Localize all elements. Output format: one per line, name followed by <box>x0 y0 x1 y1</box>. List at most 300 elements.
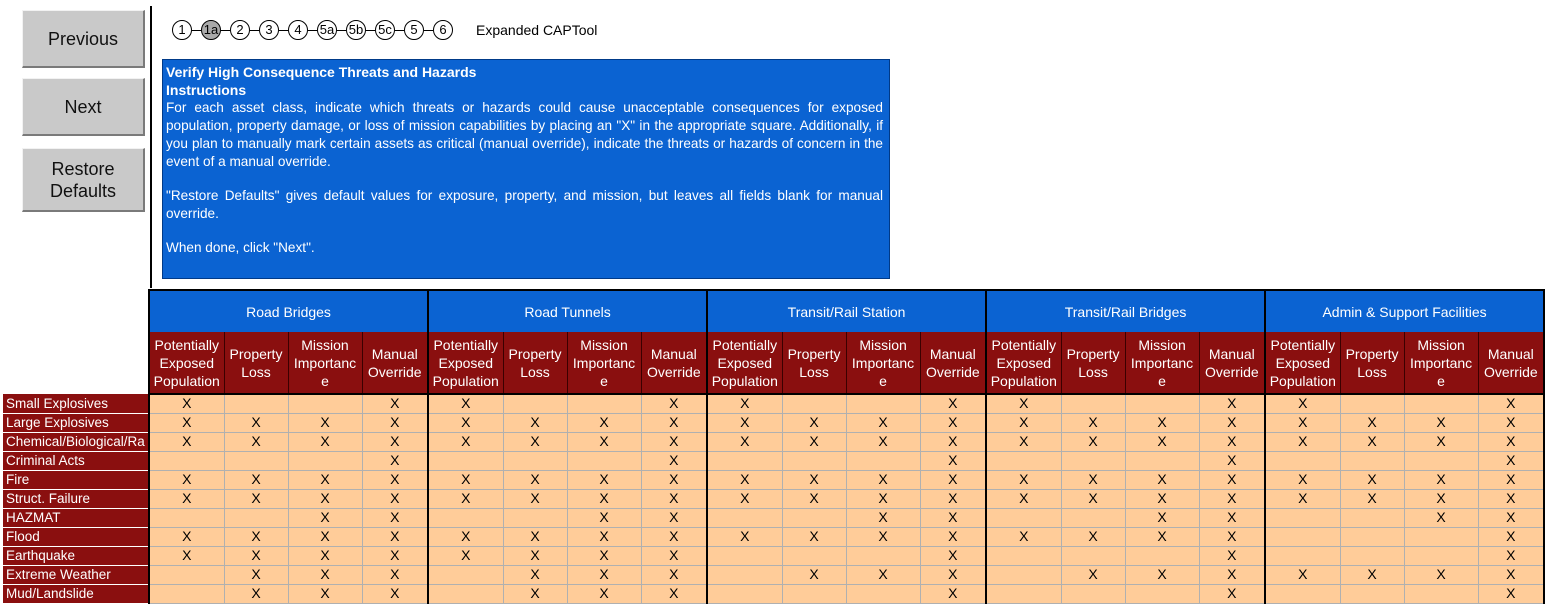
threat-cell[interactable] <box>149 565 224 584</box>
threat-cell[interactable] <box>1404 527 1478 546</box>
threat-cell[interactable]: X <box>920 565 986 584</box>
threat-cell[interactable]: X <box>1199 413 1265 432</box>
step-5b[interactable]: 5b <box>346 20 366 40</box>
threat-cell[interactable]: X <box>149 546 224 565</box>
threat-cell[interactable]: X <box>782 470 846 489</box>
threat-cell[interactable] <box>986 451 1061 470</box>
column-header: Mission Importanc e <box>288 332 362 394</box>
threat-cell[interactable]: X <box>641 527 707 546</box>
threat-cell[interactable] <box>1125 584 1199 603</box>
next-button[interactable]: Next <box>22 78 145 136</box>
threat-cell[interactable]: X <box>288 565 362 584</box>
threat-cell[interactable]: X <box>986 394 1061 413</box>
threat-cell[interactable]: X <box>920 470 986 489</box>
threat-label: HAZMAT <box>3 508 149 527</box>
threat-cell[interactable]: X <box>920 546 986 565</box>
threat-cell[interactable]: X <box>846 432 920 451</box>
threat-cell[interactable]: X <box>1125 527 1199 546</box>
instructions-title: Verify High Consequence Threats and Hazards <box>166 64 477 80</box>
asset-group-header: Road Bridges <box>149 290 428 332</box>
threat-cell[interactable]: X <box>1125 470 1199 489</box>
step-5a[interactable]: 5a <box>317 20 337 40</box>
threat-cell[interactable]: X <box>288 508 362 527</box>
tool-name: Expanded CAPTool <box>476 22 598 38</box>
threat-cell[interactable]: X <box>149 413 224 432</box>
threat-cell[interactable] <box>986 584 1061 603</box>
threat-cell[interactable]: X <box>362 584 428 603</box>
table-row <box>3 432 1544 451</box>
threat-cell[interactable]: X <box>288 413 362 432</box>
threat-cell[interactable]: X <box>567 546 641 565</box>
threat-cell[interactable]: X <box>707 470 782 489</box>
threat-cell[interactable]: X <box>428 546 503 565</box>
threat-cell[interactable]: X <box>986 432 1061 451</box>
threat-cell[interactable]: X <box>362 470 428 489</box>
threat-cell[interactable]: X <box>846 470 920 489</box>
step-4[interactable]: 4 <box>288 20 308 40</box>
threat-cell[interactable]: X <box>362 394 428 413</box>
table-row <box>3 584 1544 603</box>
threat-cell[interactable]: X <box>288 584 362 603</box>
threat-cell[interactable] <box>1061 508 1125 527</box>
threat-cell[interactable]: X <box>567 413 641 432</box>
threat-cell[interactable] <box>428 508 503 527</box>
threat-cell[interactable]: X <box>920 489 986 508</box>
table-row <box>3 527 1544 546</box>
threat-cell[interactable] <box>1061 451 1125 470</box>
table-corner-lower <box>3 332 149 394</box>
threat-cell[interactable]: X <box>1199 546 1265 565</box>
threat-cell[interactable]: X <box>567 470 641 489</box>
threat-cell[interactable]: X <box>503 527 567 546</box>
threat-cell[interactable]: X <box>149 432 224 451</box>
threat-cell[interactable]: X <box>1265 432 1340 451</box>
threat-cell[interactable]: X <box>362 508 428 527</box>
threat-cell[interactable]: X <box>567 489 641 508</box>
threat-cell[interactable]: X <box>1265 394 1340 413</box>
asset-group-header: Transit/Rail Station <box>707 290 986 332</box>
threat-label: Chemical/Biological/Ra <box>3 432 149 451</box>
threat-cell[interactable]: X <box>288 546 362 565</box>
threat-cell[interactable]: X <box>986 527 1061 546</box>
threat-label: Extreme Weather <box>3 565 149 584</box>
threat-cell[interactable]: X <box>224 413 288 432</box>
threat-cell[interactable]: X <box>641 432 707 451</box>
threat-cell[interactable]: X <box>641 394 707 413</box>
threat-cell[interactable]: X <box>846 489 920 508</box>
threat-label: Large Explosives <box>3 413 149 432</box>
threat-cell[interactable]: X <box>428 394 503 413</box>
threat-cell[interactable]: X <box>1061 527 1125 546</box>
threat-cell[interactable]: X <box>224 527 288 546</box>
step-connector <box>308 30 317 31</box>
threat-cell[interactable]: X <box>1478 432 1544 451</box>
threat-cell[interactable]: X <box>503 432 567 451</box>
previous-button[interactable]: Previous <box>22 10 145 68</box>
instructions-paragraph-2: "Restore Defaults" gives default values for exposure, property, and mission, but leaves all fields blank for manual override. <box>166 188 883 221</box>
threat-cell[interactable]: X <box>641 489 707 508</box>
threat-cell[interactable]: X <box>503 584 567 603</box>
threat-cell[interactable]: X <box>1340 489 1404 508</box>
threat-cell[interactable]: X <box>782 527 846 546</box>
threat-cell[interactable]: X <box>1340 413 1404 432</box>
threat-cell[interactable]: X <box>1478 584 1544 603</box>
threat-cell[interactable]: X <box>567 565 641 584</box>
threat-cell[interactable]: X <box>288 470 362 489</box>
threat-label: Struct. Failure <box>3 489 149 508</box>
threat-cell[interactable] <box>1340 451 1404 470</box>
threat-cell[interactable]: X <box>846 527 920 546</box>
threat-cell[interactable] <box>1125 546 1199 565</box>
threat-cell[interactable]: X <box>1340 565 1404 584</box>
threat-cell[interactable]: X <box>1125 432 1199 451</box>
threat-cell[interactable]: X <box>707 413 782 432</box>
threat-cell[interactable]: X <box>567 527 641 546</box>
column-header: Manual Override <box>1478 332 1544 394</box>
threat-cell[interactable] <box>707 546 782 565</box>
threat-cell[interactable]: X <box>1199 394 1265 413</box>
threat-cell[interactable] <box>1404 394 1478 413</box>
threat-cell[interactable]: X <box>503 565 567 584</box>
threat-cell[interactable] <box>782 451 846 470</box>
step-2[interactable]: 2 <box>230 20 250 40</box>
threat-cell[interactable] <box>1340 584 1404 603</box>
threat-cell[interactable]: X <box>1199 508 1265 527</box>
step-1a[interactable]: 1a <box>201 20 221 40</box>
threat-cell[interactable]: X <box>1199 451 1265 470</box>
threat-cell[interactable]: X <box>1199 432 1265 451</box>
threat-cell[interactable]: X <box>149 527 224 546</box>
threat-cell[interactable]: X <box>1404 432 1478 451</box>
threat-cell[interactable]: X <box>362 565 428 584</box>
threat-hazard-table <box>3 289 1545 604</box>
threat-cell[interactable] <box>1404 451 1478 470</box>
step-5[interactable]: 5 <box>404 20 424 40</box>
asset-group-header: Transit/Rail Bridges <box>986 290 1265 332</box>
threat-cell[interactable]: X <box>503 489 567 508</box>
threat-cell[interactable]: X <box>920 432 986 451</box>
threat-cell[interactable]: X <box>428 489 503 508</box>
step-5c[interactable]: 5c <box>375 20 395 40</box>
threat-cell[interactable]: X <box>920 527 986 546</box>
threat-cell[interactable] <box>782 508 846 527</box>
threat-label: Flood <box>3 527 149 546</box>
step-3[interactable]: 3 <box>259 20 279 40</box>
threat-cell[interactable]: X <box>920 584 986 603</box>
threat-cell[interactable]: X <box>362 432 428 451</box>
threat-cell[interactable]: X <box>224 565 288 584</box>
threat-cell[interactable]: X <box>1265 565 1340 584</box>
threat-cell[interactable]: X <box>707 527 782 546</box>
threat-cell[interactable] <box>1265 546 1340 565</box>
threat-cell[interactable]: X <box>1265 470 1340 489</box>
threat-cell[interactable]: X <box>567 508 641 527</box>
threat-cell[interactable]: X <box>641 546 707 565</box>
threat-cell[interactable]: X <box>1404 565 1478 584</box>
threat-cell[interactable] <box>428 565 503 584</box>
threat-cell[interactable] <box>503 394 567 413</box>
threat-cell[interactable]: X <box>362 527 428 546</box>
threat-cell[interactable] <box>567 394 641 413</box>
table-row <box>3 413 1544 432</box>
table-row <box>3 565 1544 584</box>
column-header: Property Loss <box>224 332 288 394</box>
threat-cell[interactable] <box>1404 546 1478 565</box>
threat-label: Mud/Landslide <box>3 584 149 603</box>
threat-cell[interactable] <box>707 565 782 584</box>
threat-cell[interactable]: X <box>1404 470 1478 489</box>
threat-cell[interactable]: X <box>1199 470 1265 489</box>
threat-cell[interactable]: X <box>1199 565 1265 584</box>
threat-cell[interactable]: X <box>224 584 288 603</box>
instructions-panel <box>162 59 890 279</box>
threat-cell[interactable]: X <box>1478 413 1544 432</box>
threat-cell[interactable]: X <box>986 413 1061 432</box>
threat-cell[interactable] <box>428 451 503 470</box>
threat-cell[interactable] <box>149 508 224 527</box>
threat-cell[interactable]: X <box>288 489 362 508</box>
threat-cell[interactable]: X <box>641 584 707 603</box>
threat-cell[interactable]: X <box>920 508 986 527</box>
threat-cell[interactable]: X <box>1404 413 1478 432</box>
threat-cell[interactable]: X <box>641 565 707 584</box>
threat-cell[interactable]: X <box>1125 508 1199 527</box>
step-connector <box>395 30 404 31</box>
threat-cell[interactable] <box>1340 394 1404 413</box>
threat-cell[interactable]: X <box>224 489 288 508</box>
threat-cell[interactable] <box>1125 451 1199 470</box>
threat-cell[interactable]: X <box>288 432 362 451</box>
threat-cell[interactable]: X <box>1125 565 1199 584</box>
step-connector <box>424 30 433 31</box>
column-header: Potentially Exposed Population <box>986 332 1061 394</box>
instructions-paragraph-3: When done, click "Next". <box>166 240 315 255</box>
threat-cell[interactable] <box>1340 508 1404 527</box>
table-row <box>3 394 1544 413</box>
threat-cell[interactable]: X <box>1478 394 1544 413</box>
threat-cell[interactable]: X <box>1478 527 1544 546</box>
threat-cell[interactable] <box>1061 394 1125 413</box>
threat-cell[interactable]: X <box>782 565 846 584</box>
threat-cell[interactable] <box>707 584 782 603</box>
column-header: Mission Importanc e <box>1404 332 1478 394</box>
threat-cell[interactable] <box>1340 546 1404 565</box>
asset-group-header: Admin & Support Facilities <box>1265 290 1544 332</box>
threat-cell[interactable]: X <box>641 451 707 470</box>
threat-cell[interactable]: X <box>1340 470 1404 489</box>
threat-label: Earthquake <box>3 546 149 565</box>
threat-cell[interactable] <box>224 394 288 413</box>
threat-cell[interactable] <box>1404 584 1478 603</box>
threat-cell[interactable]: X <box>224 546 288 565</box>
threat-cell[interactable]: X <box>920 451 986 470</box>
threat-cell[interactable] <box>986 508 1061 527</box>
threat-cell[interactable]: X <box>428 527 503 546</box>
threat-cell[interactable]: X <box>362 489 428 508</box>
threat-cell[interactable] <box>1265 584 1340 603</box>
table-row <box>3 451 1544 470</box>
threat-cell[interactable]: X <box>567 584 641 603</box>
threat-cell[interactable]: X <box>567 432 641 451</box>
threat-cell[interactable]: X <box>1478 451 1544 470</box>
threat-cell[interactable]: X <box>1478 508 1544 527</box>
threat-cell[interactable]: X <box>707 394 782 413</box>
column-header: Potentially Exposed Population <box>428 332 503 394</box>
threat-cell[interactable]: X <box>503 470 567 489</box>
restore-defaults-button[interactable] <box>22 148 145 212</box>
threat-cell[interactable] <box>288 394 362 413</box>
threat-label: Criminal Acts <box>3 451 149 470</box>
threat-cell[interactable]: X <box>224 470 288 489</box>
column-header: Property Loss <box>1061 332 1125 394</box>
threat-cell[interactable] <box>1265 527 1340 546</box>
threat-cell[interactable] <box>224 451 288 470</box>
threat-cell[interactable]: X <box>986 470 1061 489</box>
step-indicator <box>172 19 597 41</box>
threat-cell[interactable]: X <box>428 432 503 451</box>
threat-cell[interactable]: X <box>362 413 428 432</box>
threat-cell[interactable] <box>846 451 920 470</box>
threat-cell[interactable] <box>1265 508 1340 527</box>
threat-cell[interactable] <box>782 584 846 603</box>
threat-cell[interactable] <box>503 451 567 470</box>
threat-cell[interactable]: X <box>1061 470 1125 489</box>
table-row <box>3 470 1544 489</box>
table-corner <box>3 290 149 332</box>
sidebar-divider <box>150 6 152 288</box>
threat-cell[interactable]: X <box>1265 413 1340 432</box>
threat-cell[interactable] <box>149 451 224 470</box>
threat-cell[interactable] <box>846 546 920 565</box>
threat-cell[interactable] <box>846 584 920 603</box>
threat-cell[interactable]: X <box>846 413 920 432</box>
threat-cell[interactable] <box>288 451 362 470</box>
threat-cell[interactable]: X <box>362 451 428 470</box>
column-header: Potentially Exposed Population <box>1265 332 1340 394</box>
threat-cell[interactable]: X <box>503 546 567 565</box>
table-row <box>3 546 1544 565</box>
column-header: Property Loss <box>782 332 846 394</box>
threat-cell[interactable] <box>782 394 846 413</box>
column-header: Property Loss <box>503 332 567 394</box>
threat-cell[interactable]: X <box>1061 565 1125 584</box>
threat-cell[interactable] <box>1125 394 1199 413</box>
threat-cell[interactable]: X <box>1265 489 1340 508</box>
threat-cell[interactable]: X <box>1199 527 1265 546</box>
threat-cell[interactable]: X <box>1478 470 1544 489</box>
threat-cell[interactable] <box>846 394 920 413</box>
restore-defaults-label: Restore Defaults <box>49 158 117 201</box>
threat-cell[interactable]: X <box>149 470 224 489</box>
threat-cell[interactable] <box>428 584 503 603</box>
threat-label: Small Explosives <box>3 394 149 413</box>
step-1[interactable]: 1 <box>172 20 192 40</box>
threat-cell[interactable] <box>149 584 224 603</box>
threat-cell[interactable]: X <box>920 394 986 413</box>
threat-cell[interactable]: X <box>707 489 782 508</box>
column-header: Property Loss <box>1340 332 1404 394</box>
threat-cell[interactable]: X <box>362 546 428 565</box>
threat-cell[interactable] <box>986 546 1061 565</box>
threat-cell[interactable]: X <box>1125 413 1199 432</box>
threat-cell[interactable]: X <box>1061 489 1125 508</box>
threat-cell[interactable]: X <box>503 413 567 432</box>
column-header: Manual Override <box>1199 332 1265 394</box>
threat-cell[interactable] <box>1061 546 1125 565</box>
table-row <box>3 489 1544 508</box>
threat-cell[interactable] <box>503 508 567 527</box>
table-row <box>3 508 1544 527</box>
threat-cell[interactable]: X <box>846 565 920 584</box>
threat-cell[interactable]: X <box>986 489 1061 508</box>
step-6[interactable]: 6 <box>433 20 453 40</box>
threat-cell[interactable]: X <box>1340 432 1404 451</box>
threat-cell[interactable]: X <box>428 470 503 489</box>
column-header: Mission Importanc e <box>846 332 920 394</box>
asset-group-header: Road Tunnels <box>428 290 707 332</box>
threat-label: Fire <box>3 470 149 489</box>
threat-cell[interactable]: X <box>641 413 707 432</box>
step-connector <box>192 30 201 31</box>
threat-cell[interactable] <box>986 565 1061 584</box>
threat-cell[interactable] <box>707 451 782 470</box>
threat-cell[interactable]: X <box>149 489 224 508</box>
threat-cell[interactable] <box>567 451 641 470</box>
threat-cell[interactable]: X <box>782 432 846 451</box>
threat-cell[interactable]: X <box>428 413 503 432</box>
threat-cell[interactable]: X <box>920 413 986 432</box>
threat-cell[interactable]: X <box>1404 508 1478 527</box>
threat-cell[interactable]: X <box>1125 489 1199 508</box>
threat-cell[interactable]: X <box>1199 584 1265 603</box>
column-header: Manual Override <box>362 332 428 394</box>
column-header: Potentially Exposed Population <box>149 332 224 394</box>
threat-cell[interactable]: X <box>149 394 224 413</box>
step-connector <box>221 30 230 31</box>
threat-cell[interactable]: X <box>1404 489 1478 508</box>
threat-cell[interactable] <box>1340 527 1404 546</box>
step-connector <box>337 30 346 31</box>
column-header: Mission Importanc e <box>567 332 641 394</box>
threat-cell[interactable]: X <box>288 527 362 546</box>
column-header: Manual Override <box>641 332 707 394</box>
threat-cell[interactable]: X <box>641 470 707 489</box>
instructions-paragraph-1: For each asset class, indicate which threats or hazards could cause unacceptable consequences for exposed population, property damage, or loss of mission capabilities by placing an "X" in the appropriate square. Additionally, if you plan to manually mark certain assets as critical (manual override), indicate the threats or hazards of concern in the event of a manual override. <box>166 100 883 169</box>
threat-cell[interactable] <box>707 508 782 527</box>
step-connector <box>366 30 375 31</box>
threat-cell[interactable]: X <box>224 432 288 451</box>
threat-cell[interactable]: X <box>707 432 782 451</box>
column-header: Mission Importanc e <box>1125 332 1199 394</box>
threat-cell[interactable] <box>224 508 288 527</box>
threat-cell[interactable]: X <box>846 508 920 527</box>
column-header: Potentially Exposed Population <box>707 332 782 394</box>
threat-cell[interactable]: X <box>1478 546 1544 565</box>
threat-cell[interactable]: X <box>1061 432 1125 451</box>
threat-cell[interactable]: X <box>782 413 846 432</box>
threat-cell[interactable]: X <box>641 508 707 527</box>
threat-cell[interactable] <box>1265 451 1340 470</box>
threat-cell[interactable]: X <box>782 489 846 508</box>
instructions-subtitle: Instructions <box>166 82 247 98</box>
column-header: Manual Override <box>920 332 986 394</box>
threat-cell[interactable] <box>782 546 846 565</box>
threat-cell[interactable]: X <box>1199 489 1265 508</box>
threat-cell[interactable]: X <box>1478 489 1544 508</box>
threat-cell[interactable] <box>1061 584 1125 603</box>
threat-cell[interactable]: X <box>1061 413 1125 432</box>
threat-cell[interactable]: X <box>1478 565 1544 584</box>
